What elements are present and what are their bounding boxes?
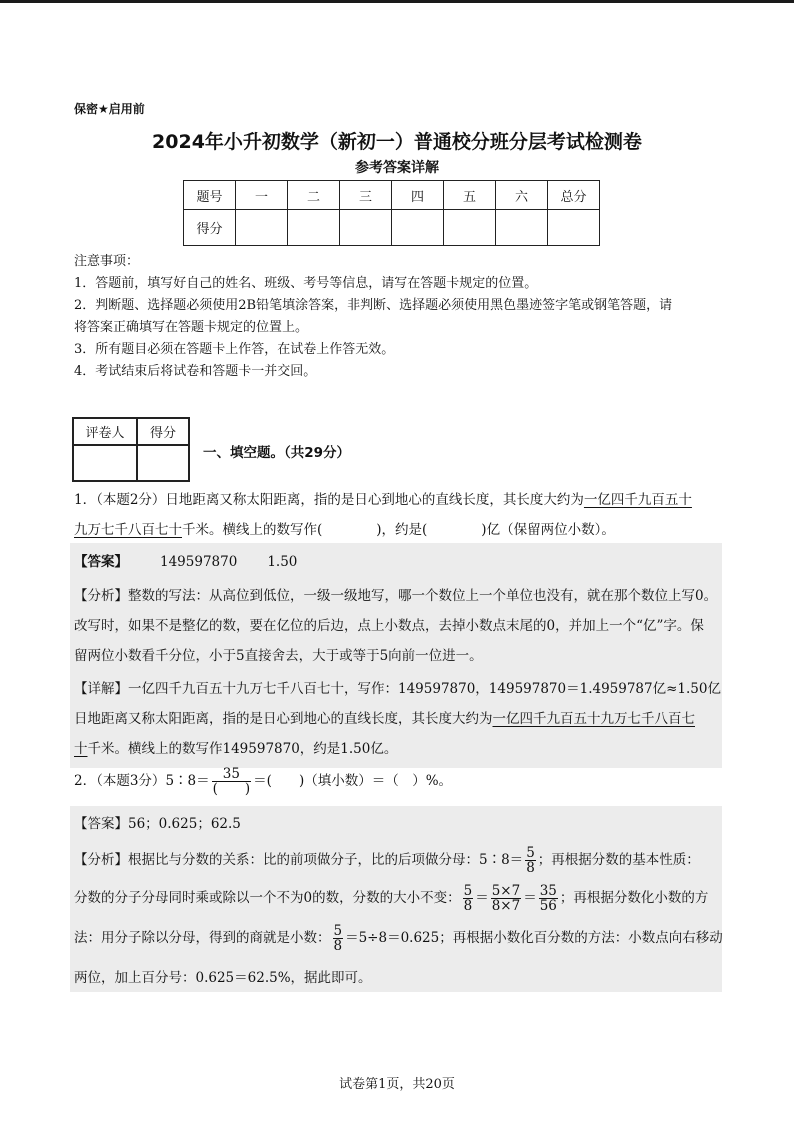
score-header: 六 [496,181,548,210]
fraction-denominator: ( ) [212,781,251,797]
answer-value: 1.50 [267,554,298,570]
grader-score-label: 得分 [137,418,189,445]
q2-analysis [74,884,708,913]
q1-detail-underlined: 一亿四千九百五十九万七千八百七 [492,711,695,727]
note-item: 4．考试结束后将试卷和答题卡一并交回。 [74,364,317,379]
q2-fraction [212,767,252,796]
answer-value: 149597870 [160,554,238,570]
page-footer: 试卷第1页，共20页 [339,1077,455,1092]
fraction [525,846,536,875]
top-border [0,0,794,3]
fraction [463,884,474,913]
note-item: 将答案正确填写在答题卡规定的位置上。 [74,320,309,335]
grader-table [72,417,190,482]
q2-ratio: 5∶8＝ [165,773,210,789]
score-header: 总分 [548,181,600,210]
page-subtitle: 参考答案详解 [355,160,439,176]
fraction-denominator: 8×7 [491,898,521,914]
fraction-denominator: 8 [526,860,535,876]
fraction [539,884,558,913]
score-cell [444,210,496,246]
score-header: 五 [444,181,496,210]
section-title: 一、填空题。（共29分） [203,445,351,461]
answer-label: 【答案】 [74,554,128,570]
q1-underlined: 九万七千八百七十 [74,522,182,538]
q2-analysis-text: ；再根据分数的基本性质： [537,852,700,868]
q1-detail-text: 千米。横线上的数写作149597870，约是1.50亿。 [87,741,398,757]
q2-analysis-text: ；再根据分数化小数的方 [559,890,709,906]
q2-analysis-text: 法：用分子除以分母，得到的商就是小数： [74,930,331,946]
q1-analysis: 改写时，如果不是整亿的数，要在亿位的后边，点上小数点，去掉小数点末尾的0，并加上一个“亿”字。保 [74,618,704,634]
grader-reviewer-label: 评卷人 [73,418,137,445]
fraction-denominator: 8 [463,898,473,914]
q2-analysis [74,846,700,875]
score-row-label: 得分 [184,210,236,246]
q2-prefix: 2．（本题3分） [74,773,166,789]
q1-text: 千米。横线上的数写作( )，约是( )亿（保留两位小数）。 [182,522,615,538]
score-cell [496,210,548,246]
fraction [333,924,344,953]
fraction-denominator: 56 [539,898,557,914]
note-item: 1．答题前，填写好自己的姓名、班级、考号等信息，请写在答题卡规定的位置。 [74,276,538,291]
fraction-denominator: 8 [333,938,343,954]
q1-underlined: 一亿四千九百五十 [583,492,692,508]
fraction-numerator: 35 [222,766,240,782]
q2-question [74,767,452,796]
q1-text: 1．（本题2分）日地距离又称太阳距离，指的是日心到地心的直线长度，其长度大约为 [74,492,584,508]
q1-analysis: 【分析】整数的写法：从高位到低位，一级一级地写，哪一个数位上一个单位也没有，就在那个数位上写0。 [74,588,718,604]
score-cell [548,210,600,246]
q2-analysis-text: 分数的分子分母同时乘或除以一个不为0的数，分数的大小不变： [74,890,461,906]
q2-analysis-text: ＝5÷8＝0.625；再根据小数化百分数的方法：小数点向右移动 [345,930,723,946]
q2-analysis-text: 【分析】根据比与分数的关系：比的前项做分子，比的后项做分母：5∶8＝ [74,852,524,868]
q1-line-2 [74,518,615,538]
score-cell [288,210,340,246]
score-header: 题号 [184,181,236,210]
equals: ＝ [523,890,537,906]
fraction-numerator: 35 [539,883,557,899]
grader-score-cell [137,445,189,481]
q1-detail [74,707,695,727]
page-title: 2024年小升初数学（新初一）普通校分班分层考试检测卷 [152,131,642,153]
score-table [183,180,600,246]
q1-answer [74,550,297,570]
note-item: 2．判断题、选择题必须使用2B铅笔填涂答案，非判断、选择题必须使用黑色墨迹签字笔或钢笔答题，请 [74,298,673,313]
q1-analysis: 留两位小数看千分位，小于5直接舍去，大于或等于5向前一位进一。 [74,648,483,664]
q1-line-1 [74,488,692,508]
score-header: 一 [236,181,288,210]
score-cell [392,210,444,246]
note-item: 3．所有题目必须在答题卡上作答，在试卷上作答无效。 [74,342,395,357]
score-cell [236,210,288,246]
q2-rest: ＝( )（填小数）＝（ ）%。 [253,773,453,789]
fraction-numerator: 5 [463,883,473,899]
score-cell [340,210,392,246]
equals: ＝ [475,890,489,906]
fraction-numerator: 5×7 [491,883,521,899]
q2-analysis [74,924,723,953]
score-header: 四 [392,181,444,210]
secret-label: 保密★启用前 [74,102,145,116]
fraction-numerator: 5 [333,923,343,939]
notes-heading: 注意事项： [74,254,140,269]
score-header: 三 [340,181,392,210]
score-header: 二 [288,181,340,210]
q1-detail: 【详解】一亿四千九百五十九万七千八百七十，写作：149597870，149597870＝1.4959787亿≈1.50亿 [74,681,721,697]
q1-detail [74,737,397,757]
q2-answer: 【答案】56；0.625；62.5 [74,816,241,832]
q1-detail-text: 日地距离又称太阳距离，指的是日心到地心的直线长度，其长度大约为 [74,711,493,727]
fraction-numerator: 5 [526,845,535,861]
q1-detail-underlined: 十 [74,741,88,757]
q2-analysis: 两位，加上百分号：0.625＝62.5%，据此即可。 [74,970,372,986]
fraction [491,884,522,913]
grader-reviewer-cell [73,445,137,481]
